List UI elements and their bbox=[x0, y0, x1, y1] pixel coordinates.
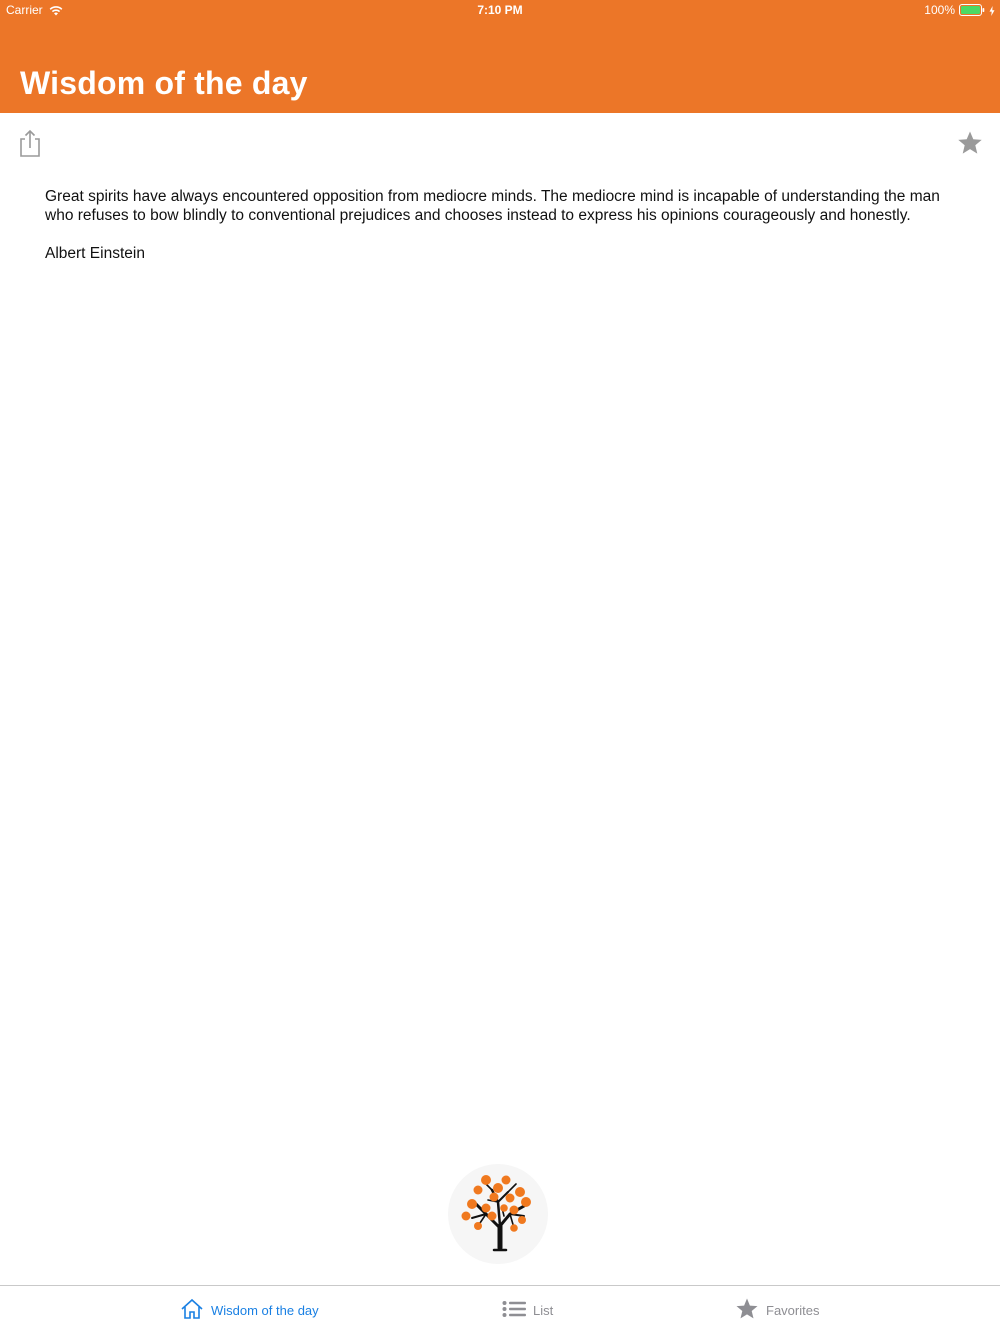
share-icon bbox=[17, 146, 43, 161]
charging-bolt-icon bbox=[989, 5, 995, 15]
quote-author: Albert Einstein bbox=[45, 245, 145, 262]
page-title: Wisdom of the day bbox=[20, 65, 308, 101]
status-bar bbox=[0, 0, 1000, 22]
tree-icon bbox=[448, 1164, 548, 1264]
tab-list[interactable] bbox=[502, 1286, 553, 1334]
quote-section bbox=[45, 187, 945, 263]
tab-label: List bbox=[533, 1303, 554, 1318]
share-button[interactable] bbox=[17, 128, 43, 158]
quote-text: Great spirits have always encountered opposition from mediocre minds. The mediocre mind is incapable of understanding the man who refuses to bow blindly to conventional prejudices and chooses instead to express his opinions courageously and honestly. bbox=[45, 188, 940, 224]
app-logo bbox=[448, 1164, 548, 1264]
battery-percent: 100% bbox=[924, 3, 955, 17]
tab-label: Wisdom of the day bbox=[211, 1303, 319, 1318]
tab-wisdom-of-the-day[interactable] bbox=[180, 1286, 319, 1334]
star-icon bbox=[956, 145, 984, 160]
battery-icon bbox=[959, 4, 985, 16]
favorite-button[interactable] bbox=[956, 129, 984, 157]
carrier-label: Carrier bbox=[6, 3, 43, 17]
tab-bar bbox=[0, 1285, 1000, 1334]
status-time: 7:10 PM bbox=[477, 3, 523, 17]
star-icon bbox=[735, 1297, 759, 1324]
tab-label: Favorites bbox=[766, 1303, 820, 1318]
home-icon bbox=[180, 1297, 204, 1324]
tab-favorites[interactable] bbox=[735, 1286, 819, 1334]
navigation-header bbox=[0, 0, 1000, 113]
battery-group bbox=[924, 3, 995, 17]
list-icon bbox=[502, 1299, 526, 1322]
